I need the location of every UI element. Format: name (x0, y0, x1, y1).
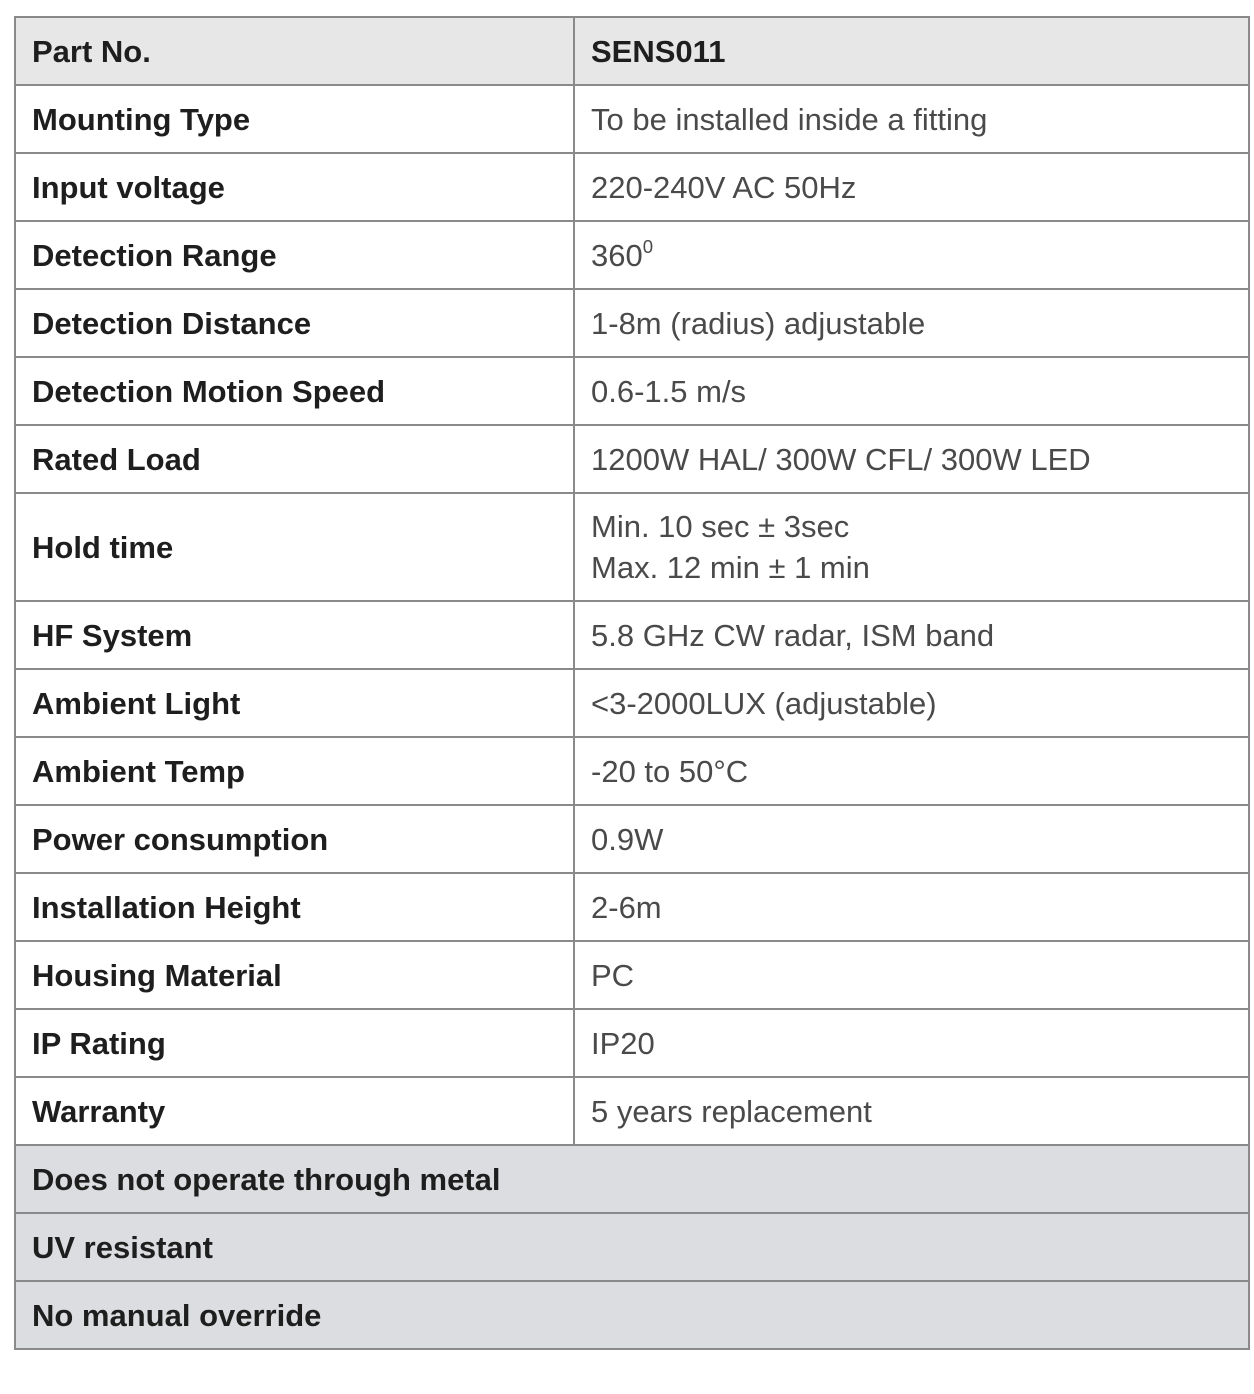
table-row-ambient-light (15, 669, 1249, 737)
note-text: Does not operate through metal (15, 1145, 1249, 1213)
table-row-ip-rating (15, 1009, 1249, 1077)
spec-value (574, 221, 1249, 289)
spec-label: Detection Distance (15, 289, 574, 357)
table-row-detection-range (15, 221, 1249, 289)
degree-superscript: 0 (642, 235, 654, 257)
part-no-label: Part No. (15, 17, 574, 85)
spec-label: Detection Motion Speed (15, 357, 574, 425)
spec-label: IP Rating (15, 1009, 574, 1077)
spec-value: 0.6-1.5 m/s (574, 357, 1249, 425)
spec-value: 220-240V AC 50Hz (574, 153, 1249, 221)
spec-value: 5 years replacement (574, 1077, 1249, 1145)
note-text: UV resistant (15, 1213, 1249, 1281)
table-row-detection-distance (15, 289, 1249, 357)
table-row-installation-height (15, 873, 1249, 941)
spec-label: Power consumption (15, 805, 574, 873)
spec-value (574, 493, 1249, 601)
spec-value: 2-6m (574, 873, 1249, 941)
spec-value: 1-8m (radius) adjustable (574, 289, 1249, 357)
table-row-housing-material (15, 941, 1249, 1009)
table-row-detection-motion-speed (15, 357, 1249, 425)
spec-label: Ambient Temp (15, 737, 574, 805)
note-text: No manual override (15, 1281, 1249, 1349)
part-no-value: SENS011 (574, 17, 1249, 85)
table-header-row (15, 17, 1249, 85)
spec-label: Ambient Light (15, 669, 574, 737)
spec-value: -20 to 50°C (574, 737, 1249, 805)
spec-label: Hold time (15, 493, 574, 601)
spec-value: PC (574, 941, 1249, 1009)
spec-value: 0.9W (574, 805, 1249, 873)
spec-value: IP20 (574, 1009, 1249, 1077)
spec-value: 5.8 GHz CW radar, ISM band (574, 601, 1249, 669)
note-row-override (15, 1281, 1249, 1349)
table-row-input-voltage (15, 153, 1249, 221)
table-row-warranty (15, 1077, 1249, 1145)
note-row-metal (15, 1145, 1249, 1213)
spec-label: Mounting Type (15, 85, 574, 153)
spec-table (14, 16, 1250, 1350)
table-row-ambient-temp (15, 737, 1249, 805)
spec-label: Input voltage (15, 153, 574, 221)
note-row-uv (15, 1213, 1249, 1281)
table-row-mounting-type (15, 85, 1249, 153)
table-row-hold-time (15, 493, 1249, 601)
table-row-power-consumption (15, 805, 1249, 873)
spec-value: To be installed inside a fitting (574, 85, 1249, 153)
spec-label: Detection Range (15, 221, 574, 289)
spec-value: <3-2000LUX (adjustable) (574, 669, 1249, 737)
spec-value: 1200W HAL/ 300W CFL/ 300W LED (574, 425, 1249, 493)
spec-label: Rated Load (15, 425, 574, 493)
spec-label: HF System (15, 601, 574, 669)
spec-value-main: 360 (591, 237, 643, 273)
spec-label: Installation Height (15, 873, 574, 941)
spec-label: Housing Material (15, 941, 574, 1009)
table-row-rated-load (15, 425, 1249, 493)
hold-time-min: Min. 10 sec ± 3sec (591, 509, 850, 544)
spec-label: Warranty (15, 1077, 574, 1145)
table-row-hf-system (15, 601, 1249, 669)
hold-time-max: Max. 12 min ± 1 min (591, 550, 870, 585)
